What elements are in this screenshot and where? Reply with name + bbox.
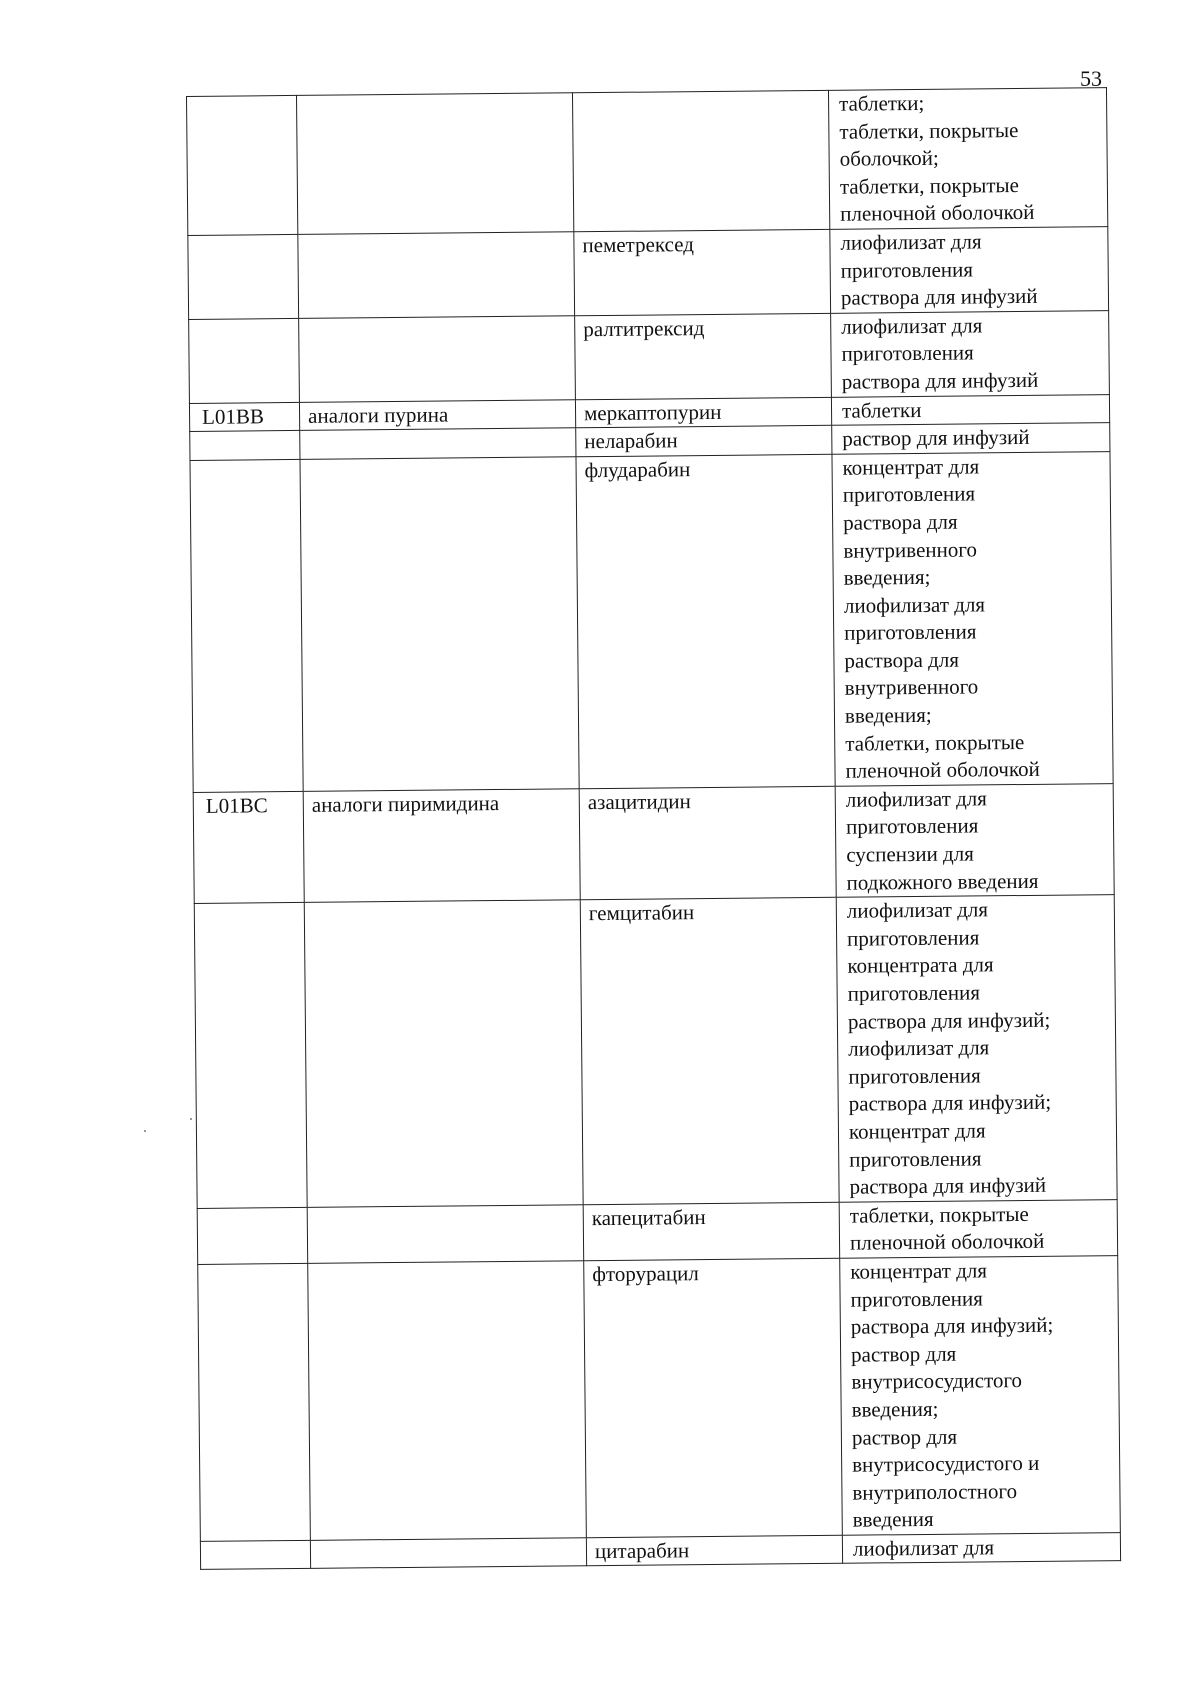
table-row <box>194 895 1117 1208</box>
group-name-cell <box>307 1204 584 1263</box>
table-row <box>198 1256 1121 1542</box>
atc-code-cell <box>198 1263 311 1541</box>
table-row <box>187 88 1108 236</box>
medication-table <box>186 87 1121 1570</box>
drug-name-cell: ралтитрексид <box>575 313 832 399</box>
drug-name-cell: гемцитабин <box>580 898 839 1205</box>
dosage-form-cell: таблетки; таблетки, покрытые оболочкой; таблетки, покрытые пленочной оболочкой <box>828 88 1107 230</box>
group-name-cell <box>300 428 576 459</box>
atc-code-cell <box>189 318 300 403</box>
drug-name-cell: меркаптопурин <box>575 397 831 428</box>
drug-name-cell: азацитидин <box>579 786 836 900</box>
dosage-form-cell: таблетки, покрытые пленочной оболочкой <box>839 1199 1118 1258</box>
scan-speck <box>190 1118 192 1120</box>
group-name-cell: аналоги пурина <box>299 399 575 430</box>
atc-code-cell <box>190 431 300 461</box>
page-number: 53 <box>1080 66 1102 91</box>
table-row <box>197 1199 1117 1264</box>
group-name-cell <box>299 316 576 402</box>
atc-code-cell <box>188 234 299 319</box>
dosage-form-cell: концентрат для приготовления раствора для инфузий; раствор для внутрисосудистого введения; раствор для внутрисосудистого и внутриполостного введения <box>840 1256 1121 1536</box>
atc-code-cell <box>187 95 298 235</box>
table-row <box>188 227 1109 320</box>
table-row <box>193 783 1114 903</box>
drug-name-cell: пеметрексед <box>574 229 831 315</box>
drug-name-cell <box>572 90 829 231</box>
group-name-cell <box>300 456 579 791</box>
drug-name-cell: флударабин <box>576 454 835 789</box>
group-name-cell <box>304 900 583 1207</box>
dosage-form-cell: лиофилизат для приготовления суспензии для подкожного введения <box>835 783 1114 897</box>
group-name-cell <box>308 1261 587 1541</box>
dosage-form-cell: лиофилизат для <box>842 1532 1120 1563</box>
atc-code-cell <box>190 459 303 792</box>
atc-code-cell <box>194 903 307 1209</box>
dosage-form-cell: таблетки <box>831 394 1109 425</box>
atc-code-cell: L01BB <box>189 402 299 432</box>
drug-name-cell: фторурацил <box>584 1258 843 1537</box>
drug-name-cell: капецитабин <box>583 1202 840 1261</box>
dosage-form-cell: концентрат для приготовления раствора для внутривенного введения; лиофилизат для приготовления раствора для внутривенного введения; таблетки, покрытые пленочной оболочкой <box>832 451 1113 786</box>
dosage-form-cell: лиофилизат для приготовления раствора для инфузий <box>831 310 1110 396</box>
dosage-form-cell: лиофилизат для приготовления раствора для инфузий <box>830 227 1109 313</box>
group-name-cell: аналоги пиримидина <box>303 789 580 903</box>
table-row <box>189 310 1110 403</box>
table-row <box>190 451 1113 792</box>
drug-name-cell: цитарабин <box>586 1535 842 1566</box>
dosage-form-cell: раствор для инфузий <box>832 423 1110 454</box>
atc-code-cell <box>200 1540 310 1570</box>
dosage-form-cell: лиофилизат для приготовления концентрата для приготовления раствора для инфузий; лиофилизат для приготовления раствора для инфузий; концентрат для приготовления раствора для инфузий <box>836 895 1117 1202</box>
group-name-cell <box>298 232 575 318</box>
group-name-cell <box>296 93 573 235</box>
atc-code-cell: L01BC <box>193 791 304 903</box>
drug-name-cell: неларабин <box>576 425 832 456</box>
scan-speck <box>144 1130 146 1132</box>
group-name-cell <box>310 1538 586 1569</box>
atc-code-cell <box>197 1207 308 1264</box>
